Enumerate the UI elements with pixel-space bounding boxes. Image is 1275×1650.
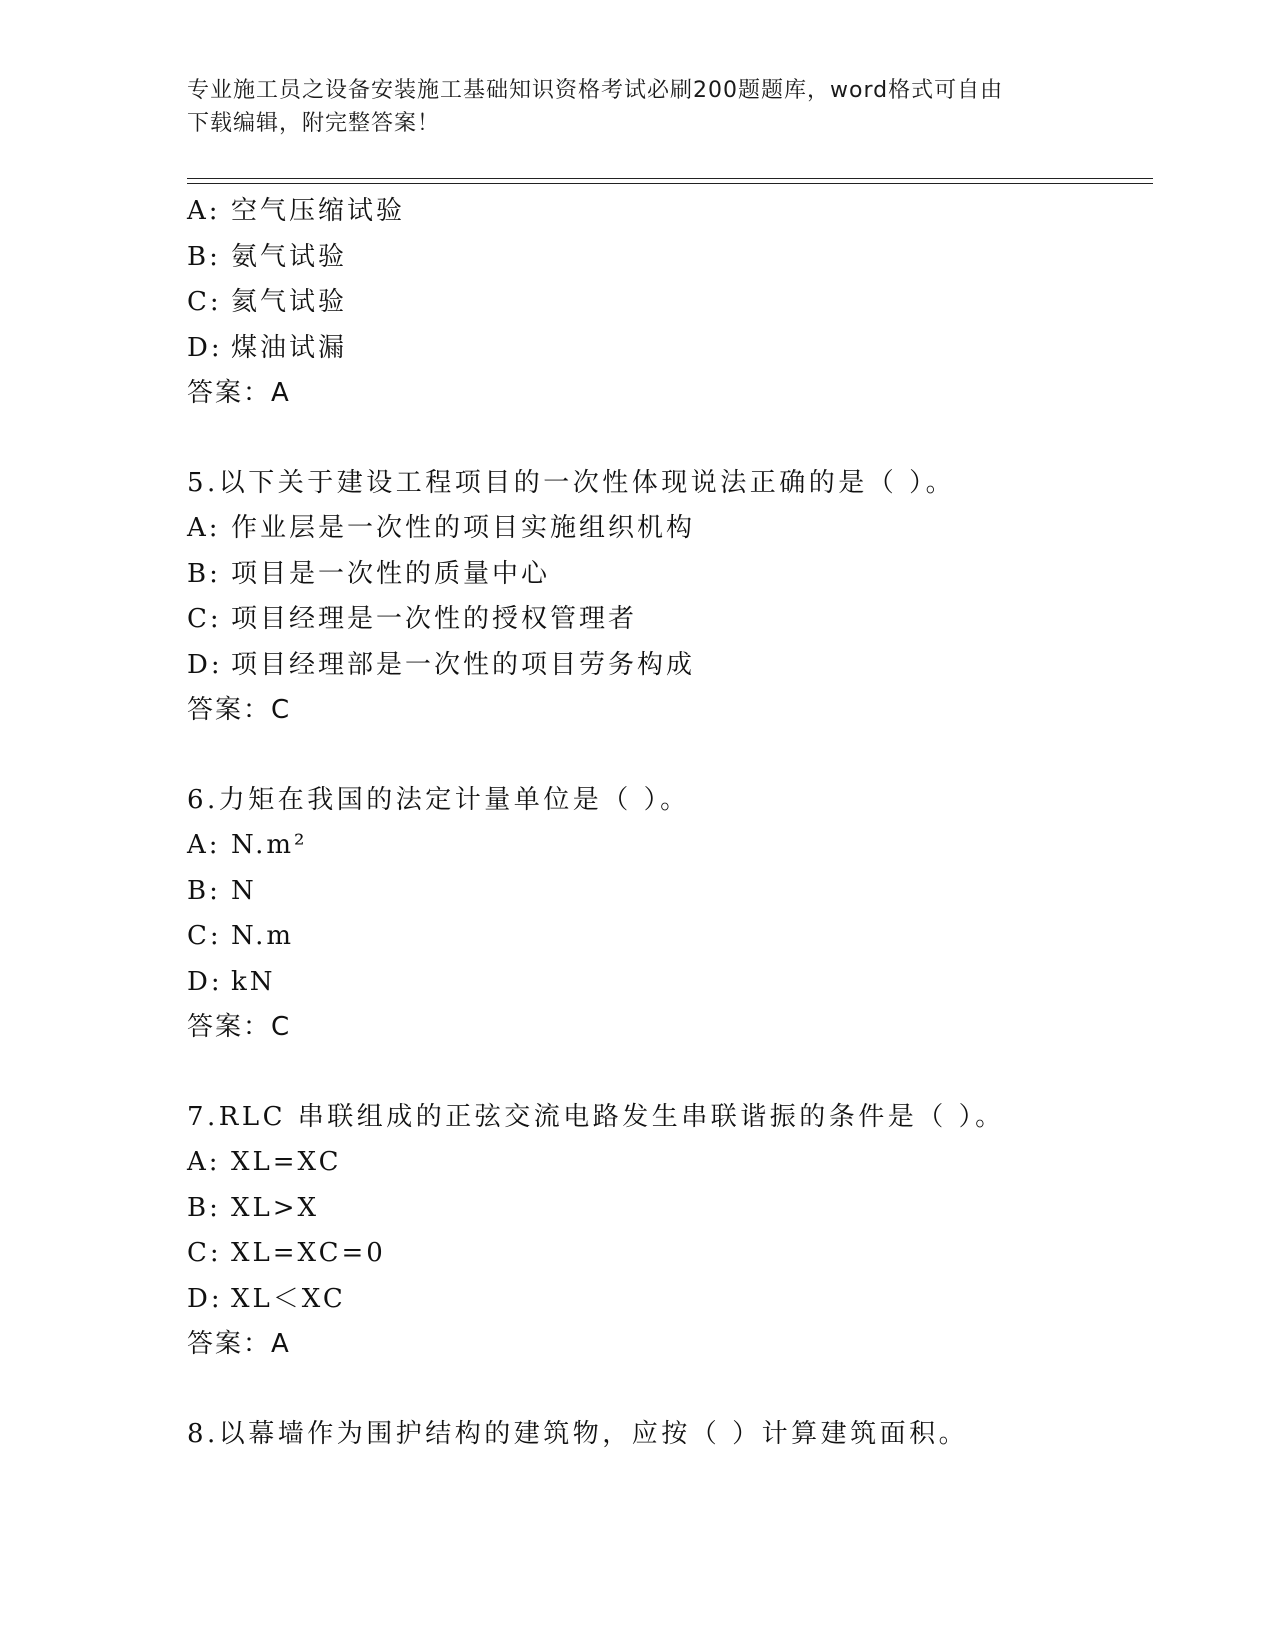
option-text: 作业层是一次性的项目实施组织机构 <box>231 513 696 543</box>
header-line-2: 下载编辑，附完整答案！ <box>187 111 441 136</box>
option-key: A: <box>187 830 221 860</box>
question-text: 8.以幕墙作为围护结构的建筑物，应按（ ）计算建筑面积。 <box>187 1418 969 1449</box>
spacer <box>187 734 1147 778</box>
option-text: 煤油试漏 <box>231 332 348 363</box>
option-text: 项目经理是一次性的授权管理者 <box>231 604 638 634</box>
option-d <box>187 960 1147 1006</box>
option-text: 氦气试验 <box>231 287 348 317</box>
option-c <box>187 597 1147 643</box>
option-text: N.m <box>231 921 295 951</box>
option-text: 项目经理部是一次性的项目劳务构成 <box>231 649 696 680</box>
question-text: 5.以下关于建设工程项目的一次性体现说法正确的是（ ）。 <box>187 467 956 498</box>
question-block-4 <box>187 189 1147 417</box>
option-text: 氨气试验 <box>231 241 348 272</box>
option-text: XL＜XC <box>231 1283 346 1314</box>
question-block-7 <box>187 1095 1147 1368</box>
question-block-8 <box>187 1412 1147 1458</box>
option-key: C: <box>187 921 222 951</box>
option-text: kN <box>231 966 276 997</box>
option-text: XL=XC=0 <box>231 1238 386 1268</box>
document-header <box>187 74 1087 140</box>
header-line-1: 专业施工员之设备安装施工基础知识资格考试必刷200题题库，word格式可自由 <box>187 78 1004 103</box>
option-b <box>187 552 1147 598</box>
answer-line: 答案：A <box>187 1329 291 1359</box>
spacer <box>187 1368 1147 1412</box>
option-c <box>187 280 1147 326</box>
option-b <box>187 1186 1147 1232</box>
spacer <box>187 417 1147 461</box>
option-key: A: <box>187 513 221 543</box>
question-block-6 <box>187 778 1147 1051</box>
option-d <box>187 643 1147 689</box>
option-text: 项目是一次性的质量中心 <box>231 558 551 589</box>
spacer <box>187 1051 1147 1095</box>
option-c <box>187 1231 1147 1277</box>
option-text: N.m² <box>231 830 308 860</box>
option-text: XL>X <box>231 1192 320 1223</box>
answer-line: 答案：C <box>187 695 292 725</box>
option-a <box>187 823 1147 869</box>
option-key: C: <box>187 1238 222 1268</box>
option-key: D: <box>187 332 223 363</box>
header-divider-top <box>187 178 1153 179</box>
question-text: 6.力矩在我国的法定计量单位是（ ）。 <box>187 784 690 815</box>
option-text: 空气压缩试验 <box>231 196 406 226</box>
answer-line: 答案：C <box>187 1012 292 1042</box>
question-block-5 <box>187 461 1147 734</box>
option-b <box>187 235 1147 281</box>
option-key: A: <box>187 1147 221 1177</box>
option-text: XL=XC <box>231 1147 342 1177</box>
question-list <box>187 189 1147 1457</box>
option-a <box>187 506 1147 552</box>
question-text: 7.RLC 串联组成的正弦交流电路发生串联谐振的条件是（ ）。 <box>187 1101 1005 1132</box>
option-key: D: <box>187 1283 223 1314</box>
option-text: N <box>231 875 257 906</box>
option-a <box>187 189 1147 235</box>
header-divider-bottom <box>187 183 1153 184</box>
option-a <box>187 1140 1147 1186</box>
option-key: C: <box>187 287 222 317</box>
option-d <box>187 1277 1147 1323</box>
option-c <box>187 914 1147 960</box>
option-key: C: <box>187 604 222 634</box>
option-key: B: <box>187 875 221 906</box>
option-key: B: <box>187 558 221 589</box>
option-d <box>187 326 1147 372</box>
option-key: D: <box>187 649 223 680</box>
option-key: B: <box>187 241 221 272</box>
option-b <box>187 869 1147 915</box>
option-key: B: <box>187 1192 221 1223</box>
option-key: D: <box>187 966 223 997</box>
option-key: A: <box>187 196 221 226</box>
answer-line: 答案：A <box>187 378 291 408</box>
